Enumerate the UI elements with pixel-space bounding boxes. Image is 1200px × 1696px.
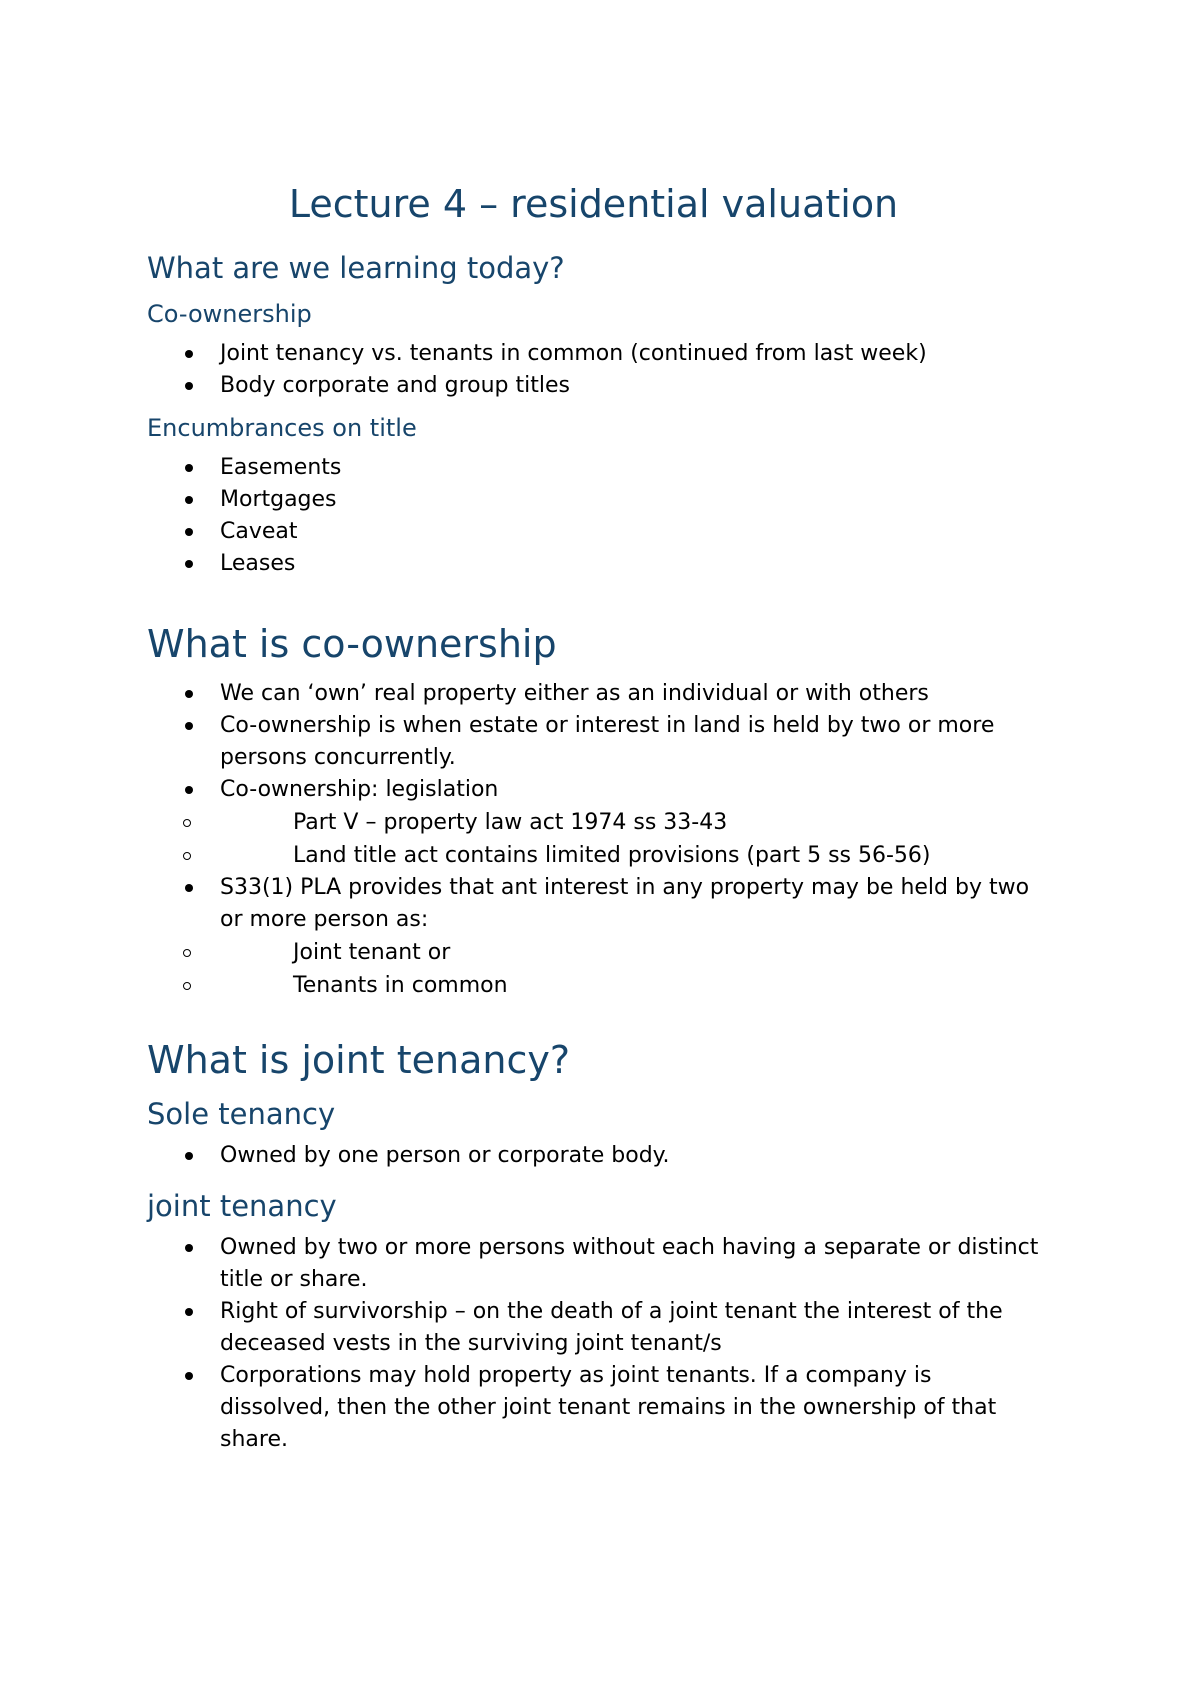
sole-tenancy-list: [147, 1140, 1040, 1172]
list-item-text: Co-ownership: legislation: [220, 777, 499, 802]
list-item: [147, 872, 1040, 1002]
sole-tenancy-subheading: Sole tenancy: [147, 1097, 336, 1131]
list-item: [147, 774, 1040, 872]
list-item: Co-ownership is when estate or interest in land is held by two or more persons concurrently.: [147, 710, 1040, 774]
list-item: Caveat: [147, 516, 1040, 548]
sublist-item: Joint tenant or: [147, 936, 1040, 969]
list-item: Joint tenancy vs. tenants in common (continued from last week): [147, 338, 1040, 370]
joint-tenancy-subheading: joint tenancy: [147, 1189, 337, 1223]
document-title: Lecture 4 – residential valuation: [288, 182, 899, 226]
list-item: Right of survivorship – on the death of a joint tenant the interest of the deceased vests in the surviving joint tenant/s: [147, 1296, 1040, 1360]
list-item: Body corporate and group titles: [147, 370, 1040, 402]
sublist-item: Land title act contains limited provisions (part 5 ss 56-56): [147, 839, 1040, 872]
sublist-item: Part V – property law act 1974 ss 33-43: [147, 806, 1040, 839]
list-item: Leases: [147, 548, 1040, 580]
coownership-topics-list: [147, 338, 1040, 402]
joint-tenancy-list: [147, 1232, 1040, 1456]
coownership-list: [147, 678, 1040, 1002]
list-item: Easements: [147, 452, 1040, 484]
list-item: Mortgages: [147, 484, 1040, 516]
list-item-text: S33(1) PLA provides that ant interest in any property may be held by two or more person as:: [220, 875, 1030, 932]
legislation-sublist: [147, 806, 1040, 872]
encumbrances-subheading: Encumbrances on title: [147, 414, 417, 442]
list-item: Owned by one person or corporate body.: [147, 1140, 1040, 1172]
sublist-item: Tenants in common: [147, 969, 1040, 1002]
joint-tenancy-section-heading: What is joint tenancy?: [147, 1038, 571, 1082]
holding-types-sublist: [147, 936, 1040, 1002]
encumbrances-list: [147, 452, 1040, 580]
list-item: Owned by two or more persons without each having a separate or distinct title or share.: [147, 1232, 1040, 1296]
list-item: Corporations may hold property as joint tenants. If a company is dissolved, then the other joint tenant remains in the ownership of that share.: [147, 1360, 1040, 1456]
intro-heading: What are we learning today?: [147, 251, 565, 285]
coownership-subheading: Co-ownership: [147, 300, 312, 328]
list-item: We can ‘own’ real property either as an individual or with others: [147, 678, 1040, 710]
coownership-section-heading: What is co-ownership: [147, 622, 557, 666]
